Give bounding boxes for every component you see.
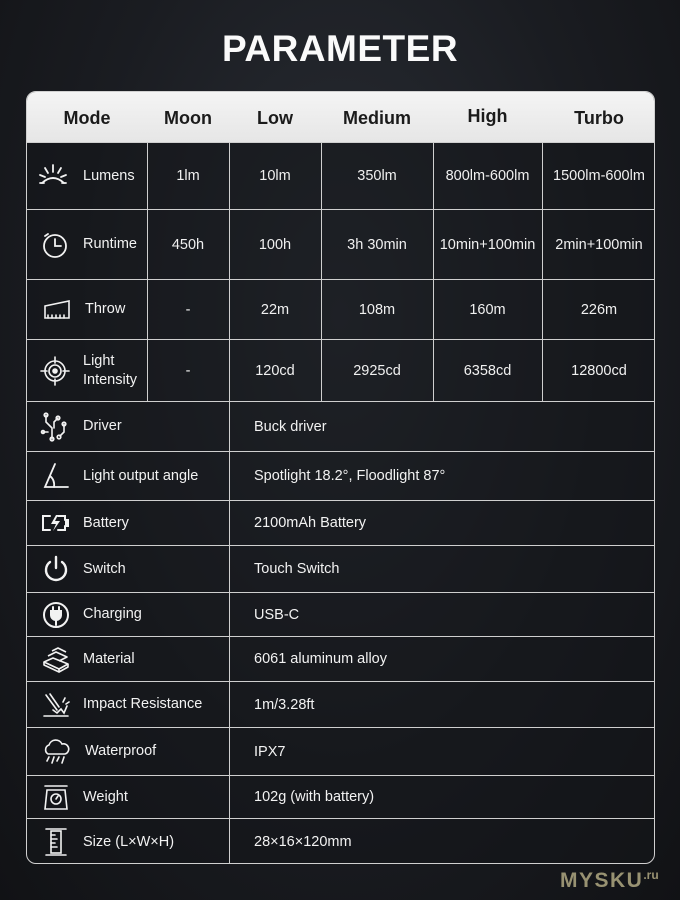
cell-medium: 108m xyxy=(358,301,396,318)
watermark-suffix: .ru xyxy=(643,868,659,882)
row-label xyxy=(83,340,137,401)
power-icon xyxy=(41,554,71,584)
cell-moon: 450h xyxy=(171,236,205,253)
cell-medium: 2925cd xyxy=(353,362,401,379)
row-label: Material xyxy=(83,650,135,667)
row-value: 28×16×120mm xyxy=(254,834,352,850)
row-label: Impact Resistance xyxy=(83,696,203,712)
row-label: Battery xyxy=(83,514,129,531)
scale-icon xyxy=(41,782,71,812)
row-label: Size (L×W×H) xyxy=(83,833,175,850)
cell-medium: 3h 30min xyxy=(347,236,407,253)
cell-turbo: 226m xyxy=(580,301,618,318)
row-label: Weight xyxy=(83,788,128,805)
cell-low: 22m xyxy=(260,301,290,318)
watermark-text: MYSKU xyxy=(560,869,644,892)
cell-moon: - xyxy=(185,301,191,318)
header-high: High xyxy=(467,106,508,126)
watermark xyxy=(560,868,659,893)
cell-high: 6358cd xyxy=(463,362,512,379)
cell-turbo: 12800cd xyxy=(571,362,627,379)
row-value: IPX7 xyxy=(254,743,286,760)
cell-moon: - xyxy=(185,362,191,379)
table-row xyxy=(27,401,655,451)
cell-low: 100h xyxy=(258,236,292,253)
clock-icon xyxy=(40,230,70,260)
header-turbo: Turbo xyxy=(574,108,624,128)
table-row xyxy=(27,209,655,279)
table-row xyxy=(27,500,655,545)
page-title: PARAMETER xyxy=(221,28,459,69)
row-value: USB-C xyxy=(254,606,300,623)
light-rays-icon xyxy=(38,161,68,191)
table-row xyxy=(27,451,655,500)
row-value: Touch Switch xyxy=(254,561,340,577)
angle-icon xyxy=(41,461,71,491)
row-value: 2100mAh Battery xyxy=(254,515,367,531)
row-label: Switch xyxy=(83,560,126,577)
cell-moon: 1lm xyxy=(176,168,200,184)
parameter-table xyxy=(26,91,655,864)
row-value: 102g (with battery) xyxy=(254,789,375,805)
row-value: 1m/3.28ft xyxy=(254,696,315,713)
table-row xyxy=(27,727,655,775)
row-label: Light output angle xyxy=(83,467,199,484)
rain-cloud-icon xyxy=(41,737,71,767)
row-label: Charging xyxy=(83,606,142,622)
throw-beam-icon xyxy=(42,295,72,325)
row-label: Lumens xyxy=(83,167,135,184)
header-moon: Moon xyxy=(164,108,212,128)
table-header xyxy=(27,92,655,142)
table-row xyxy=(27,279,655,339)
ruler-icon xyxy=(41,827,71,857)
header-mode: Mode xyxy=(63,108,111,128)
target-icon xyxy=(40,356,70,386)
circuit-icon xyxy=(40,412,70,442)
cell-turbo: 1500lm-600lm xyxy=(553,168,645,184)
row-label: Throw xyxy=(85,301,126,317)
row-value: Buck driver xyxy=(254,418,327,435)
cell-low: 120cd xyxy=(255,362,295,379)
row-value: 6061 aluminum alloy xyxy=(254,651,387,667)
cell-high: 10min+100min xyxy=(439,236,536,253)
impact-icon xyxy=(41,690,71,720)
table-row xyxy=(27,818,655,864)
table-row xyxy=(27,636,655,681)
cell-high: 160m xyxy=(469,301,506,318)
row-label-line1: Light xyxy=(83,352,115,369)
cell-medium: 350lm xyxy=(357,168,397,184)
cell-high: 800lm-600lm xyxy=(445,168,530,184)
row-label: Driver xyxy=(83,418,122,434)
row-value: Spotlight 18.2°, Floodlight 87° xyxy=(254,468,446,484)
row-label: Runtime xyxy=(83,236,137,252)
row-label-line2: Intensity xyxy=(83,371,137,388)
cell-low: 10lm xyxy=(259,168,291,184)
table-row xyxy=(27,142,655,209)
table-row xyxy=(27,339,655,401)
table-row xyxy=(27,681,655,727)
header-medium: Medium xyxy=(342,108,411,128)
cell-turbo: 2min+100min xyxy=(555,236,643,253)
metal-bars-icon xyxy=(41,644,71,674)
table-row xyxy=(27,592,655,636)
table-row xyxy=(27,775,655,818)
table-row xyxy=(27,545,655,592)
row-label: Waterproof xyxy=(85,743,157,759)
battery-icon xyxy=(40,508,70,538)
plug-icon xyxy=(41,600,71,630)
header-low: Low xyxy=(257,108,293,128)
